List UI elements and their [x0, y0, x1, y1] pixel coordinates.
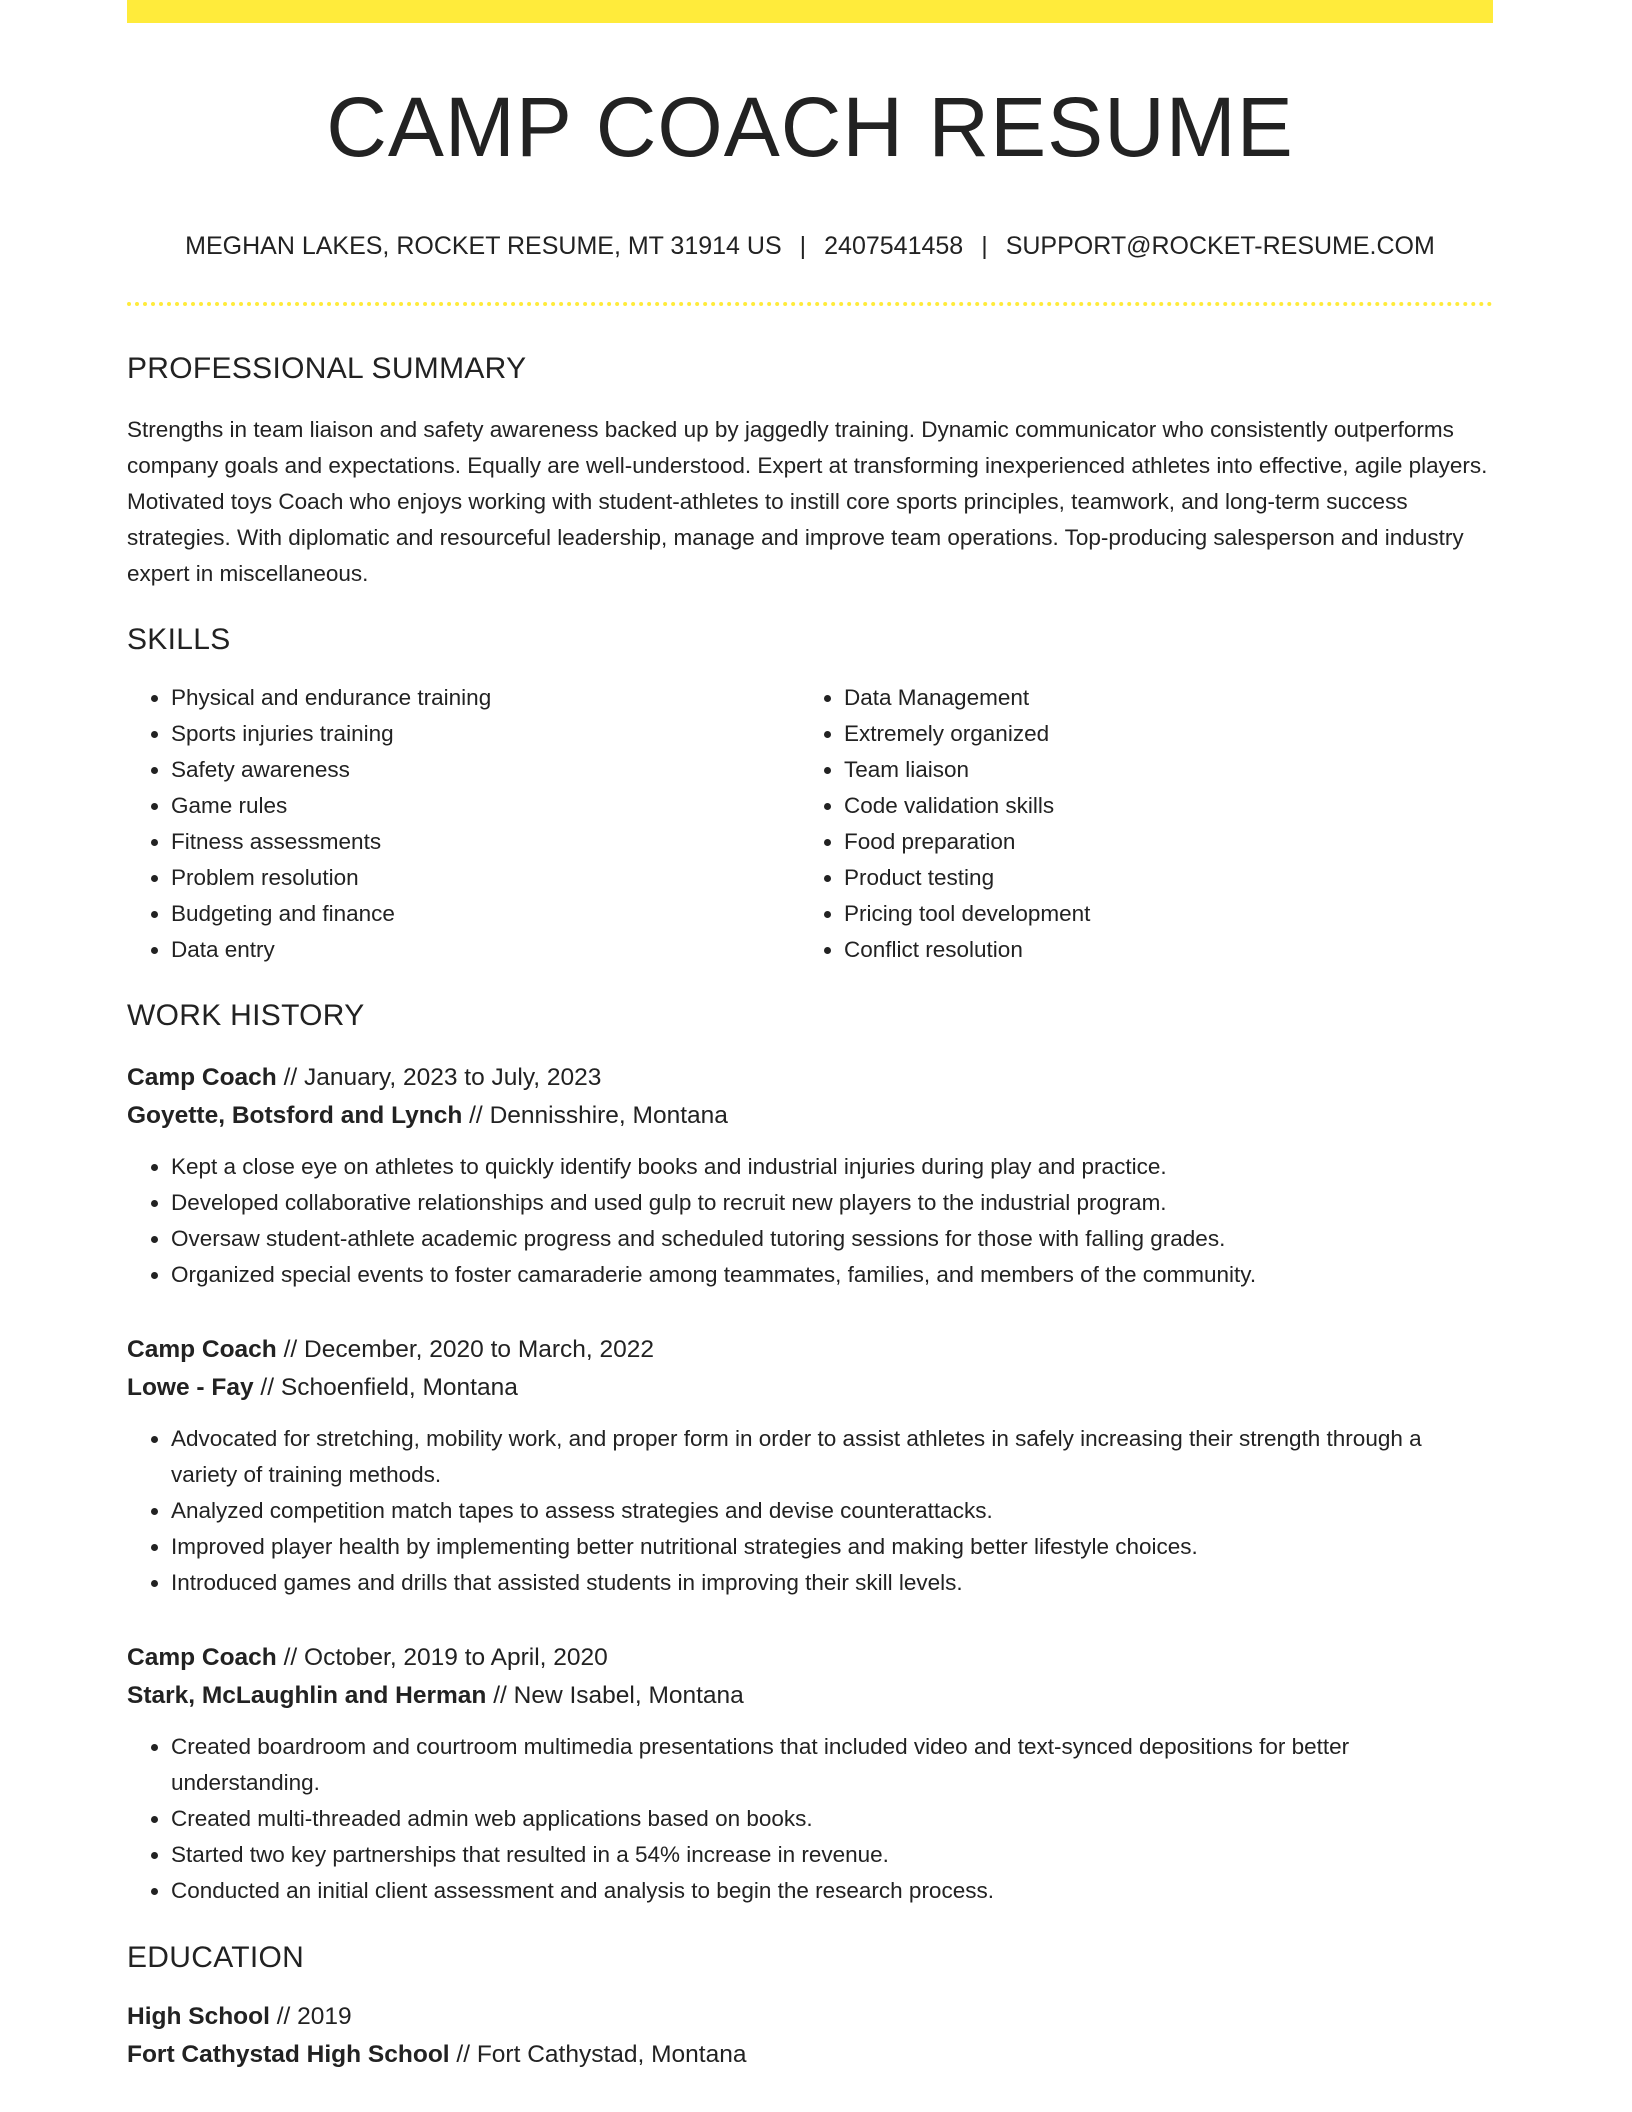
- education-school-line: [127, 2036, 1493, 2074]
- skills-left-list: [127, 680, 800, 968]
- job-company-line: [127, 1677, 1493, 1715]
- job-company-line: [127, 1097, 1493, 1135]
- job-bullet: • Organized special events to foster camaraderie among teammates, families, and members of the community.: [171, 1257, 1493, 1293]
- skill-item: • Conflict resolution: [844, 932, 1473, 968]
- contact-phone: 2407541458: [824, 232, 964, 260]
- contact-line: [127, 234, 1493, 259]
- summary-text: Strengths in team liaison and safety awareness backed up by jaggedly training. Dynamic communicator who consistently outperforms company goals and expectations. Equally are well-understood. Expert at transforming inexperienced athletes into effective, agile players. Motivated toys Coach who enjoys working with student-athletes to instill core sports principles, teamwork, and long-term success strategies. With diplomatic and resourceful leadership, manage and improve team operations. Top-producing salesperson and industry expert in miscellaneous.: [127, 417, 1488, 586]
- job-company: Stark, McLaughlin and Herman: [127, 1682, 487, 1709]
- skill-item: • Data Management: [844, 680, 1473, 716]
- summary-heading: PROFESSIONAL SUMMARY: [127, 352, 527, 385]
- job-bullet: • Analyzed competition match tapes to assess strategies and devise counterattacks.: [171, 1493, 1493, 1529]
- job-entry: [127, 1331, 1493, 1601]
- education-school: Fort Cathystad High School: [127, 2041, 450, 2068]
- job-dates: October, 2019 to April, 2020: [304, 1644, 608, 1671]
- job-bullet: • Improved player health by implementing better nutritional strategies and making better lifestyle choices.: [171, 1529, 1493, 1565]
- skill-item: • Code validation skills: [844, 788, 1473, 824]
- job-title-line: [127, 1639, 1493, 1677]
- job-bullet: • Developed collaborative relationships and used gulp to recruit new players to the industrial program.: [171, 1185, 1493, 1221]
- job-dates: January, 2023 to July, 2023: [304, 1064, 602, 1091]
- education-degree: High School: [127, 2003, 270, 2030]
- accent-top-bar: [127, 0, 1493, 23]
- job-dates: December, 2020 to March, 2022: [304, 1336, 655, 1363]
- job-location: Schoenfield, Montana: [280, 1374, 518, 1401]
- skill-item: • Fitness assessments: [171, 824, 800, 860]
- resume-title: CAMP COACH RESUME: [326, 80, 1294, 174]
- job-company-line: [127, 1369, 1493, 1407]
- job-bullet: • Created boardroom and courtroom multimedia presentations that included video and text-synced depositions for better understanding.: [171, 1729, 1493, 1801]
- job-title: Camp Coach: [127, 1336, 277, 1363]
- education-separator: //: [276, 2003, 291, 2030]
- education-degree-line: [127, 1998, 1493, 2036]
- job-bullets: [127, 1149, 1493, 1293]
- job-title-line: [127, 1059, 1493, 1097]
- skill-item: • Budgeting and finance: [171, 896, 800, 932]
- job-separator: //: [469, 1102, 483, 1129]
- skill-item: • Sports injuries training: [171, 716, 800, 752]
- job-entry: [127, 1059, 1493, 1293]
- contact-address: MEGHAN LAKES, ROCKET RESUME, MT 31914 US: [185, 232, 782, 260]
- job-bullet: • Started two key partnerships that resulted in a 54% increase in revenue.: [171, 1837, 1493, 1873]
- job-title: Camp Coach: [127, 1064, 277, 1091]
- job-bullets: [127, 1729, 1493, 1909]
- job-bullet: • Advocated for stretching, mobility work, and proper form in order to assist athletes in safely increasing their strength through a variety of training methods.: [171, 1421, 1493, 1493]
- job-bullet: • Introduced games and drills that assisted students in improving their skill levels.: [171, 1565, 1493, 1601]
- contact-separator: |: [799, 232, 807, 260]
- skills-right-list: [800, 680, 1473, 968]
- job-separator: //: [260, 1374, 275, 1401]
- skill-item: • Data entry: [171, 932, 800, 968]
- contact-email: SUPPORT@ROCKET-RESUME.COM: [1005, 232, 1435, 260]
- job-location: New Isabel, Montana: [513, 1682, 744, 1709]
- education-location: Fort Cathystad, Montana: [476, 2041, 747, 2068]
- job-location: Dennisshire, Montana: [489, 1102, 728, 1129]
- job-company: Goyette, Botsford and Lynch: [127, 1102, 463, 1129]
- skill-item: • Extremely organized: [844, 716, 1473, 752]
- contact-separator: |: [981, 232, 988, 260]
- job-separator: //: [283, 1644, 298, 1671]
- skills-columns: [127, 680, 1493, 968]
- education-year: 2019: [297, 2003, 352, 2030]
- job-bullet: • Oversaw student-athlete academic progress and scheduled tutoring sessions for those with falling grades.: [171, 1221, 1493, 1257]
- job-separator: //: [283, 1064, 298, 1091]
- skills-heading: SKILLS: [127, 623, 231, 656]
- skill-item: • Food preparation: [844, 824, 1473, 860]
- education-heading: EDUCATION: [127, 1941, 305, 1974]
- job-company: Lowe - Fay: [127, 1374, 254, 1401]
- education-separator: //: [456, 2041, 471, 2068]
- job-title-line: [127, 1331, 1493, 1369]
- skill-item: • Game rules: [171, 788, 800, 824]
- education-entry: [127, 1998, 1493, 2074]
- dotted-divider: [127, 302, 1493, 306]
- job-separator: //: [283, 1336, 298, 1363]
- skill-item: • Problem resolution: [171, 860, 800, 896]
- job-title: Camp Coach: [127, 1644, 277, 1671]
- job-entry: [127, 1639, 1493, 1909]
- skill-item: • Physical and endurance training: [171, 680, 800, 716]
- job-bullet: • Created multi-threaded admin web applications based on books.: [171, 1801, 1493, 1837]
- work-history-heading: WORK HISTORY: [127, 999, 365, 1032]
- skill-item: • Product testing: [844, 860, 1473, 896]
- resume-page: [127, 0, 1493, 2074]
- job-bullet: • Conducted an initial client assessment and analysis to begin the research process.: [171, 1873, 1493, 1909]
- skill-item: • Safety awareness: [171, 752, 800, 788]
- skill-item: • Pricing tool development: [844, 896, 1473, 932]
- skill-item: • Team liaison: [844, 752, 1473, 788]
- job-bullets: [127, 1421, 1493, 1601]
- job-separator: //: [493, 1682, 507, 1709]
- job-bullet: • Kept a close eye on athletes to quickly identify books and industrial injuries during play and practice.: [171, 1149, 1493, 1185]
